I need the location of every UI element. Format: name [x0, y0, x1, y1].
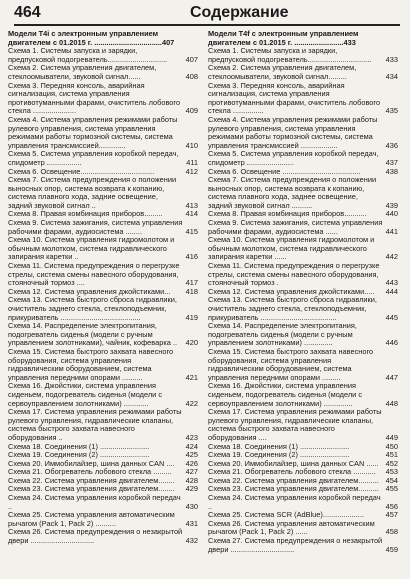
toc-entry-text: Схема 22. Система управления двигателем........	[8, 475, 175, 485]
toc-entry-text: Схема 15. Система быстрого захвата навесного оборудования, система управления гидравлическим оборудованием, система управления передними опорами .........	[208, 346, 374, 382]
toc-entry	[208, 537, 398, 554]
toc-entry	[208, 47, 398, 64]
toc-entry-page: 420	[185, 338, 198, 348]
toc-entry	[8, 348, 198, 382]
toc-entry-text: Схема 20. Иммобилайзер, шина данных CAN ....	[8, 458, 175, 468]
toc-entry-page: 455	[385, 484, 398, 494]
toc-entry	[208, 382, 398, 408]
toc-entry-text: Схема 3. Передняя консоль, аварийная сигнализация, система управления противотуманными фарами, очиститель лобового стекла ...............	[208, 80, 381, 116]
toc-entry-page: 428	[185, 475, 198, 485]
toc-entry	[208, 176, 398, 210]
toc-entry-page: 418	[185, 286, 198, 296]
toc-entry-page: 443	[385, 278, 398, 288]
toc-entry-page: 444	[385, 286, 398, 296]
toc-entry-text: Схема 17. Система управления режимами работы рулевого управления, гидравлические клапаны, система быстрого захвата навесного оборудования ....	[208, 407, 382, 442]
toc-entry-text: Схема 16. Джойстики, система управления сиденьем, подогреватель сиденья (модели с сервоуправлением золотниками) ..............	[208, 381, 363, 408]
toc-entry	[208, 494, 398, 511]
toc-entry-page: 447	[385, 372, 398, 382]
toc-entry	[208, 296, 398, 322]
toc-entry-page: 409	[185, 106, 198, 116]
toc-entry-page: 424	[185, 441, 198, 451]
toc-entry-page: 442	[385, 252, 398, 262]
toc-entry-page: 415	[185, 226, 198, 236]
toc-entry-page: 457	[385, 510, 398, 520]
toc-entry-text: Схема 5. Система управления коробкой передач, спидометр .......................	[208, 149, 379, 167]
page-number: 464	[14, 4, 41, 21]
toc-entry-text: Схема 6. Освещение....................................	[8, 166, 155, 176]
toc-entry-text: Схема 23. Система управления двигателем..........	[208, 484, 379, 494]
toc-entry-page: 446	[385, 338, 398, 348]
toc-entry-page: 407	[185, 54, 198, 64]
toc-entry-text: Схема 5. Система управления коробкой передач, спидометр .................	[8, 149, 179, 167]
toc-entry-page: 454	[385, 475, 398, 485]
toc-entry-text: Схема 13. Система быстрого сброса гидравлики, очиститель заднего стекла, стеклоподъемник, прикуриватель .....................................	[208, 295, 377, 322]
toc-entry-page: 437	[385, 157, 398, 167]
toc-entry-page: 429	[185, 484, 198, 494]
toc-entry	[208, 64, 398, 81]
toc-entry	[8, 511, 198, 528]
toc-model-title: Модели T4f с электронным управлением двигателем с 01.2015 г. ........................433	[208, 29, 359, 47]
toc-entry-page: 439	[385, 200, 398, 210]
toc-entry-page: 445	[385, 312, 398, 322]
toc-entry-text: Схема 1. Системы запуска и зарядки, предпусковой подогреватель...............................	[208, 46, 372, 64]
toc-entry-page: 458	[385, 527, 398, 537]
toc-entry-text: Схема 2. Система управления двигателем, стеклоомыватели, звуковой сигнал.........	[208, 63, 357, 81]
toc-entry	[8, 408, 198, 442]
toc-entry-text: Схема 9. Система зажигания, система управления рабочими фарами, аудиосистема ......	[208, 218, 383, 236]
toc-entry	[8, 82, 198, 116]
page-header	[14, 4, 400, 26]
toc-entry-text: Схема 10. Система управления гидромолотом и обычным молотком, система гидравлического запирания каретки ..	[8, 235, 175, 262]
toc-entry-page: 423	[185, 432, 198, 442]
toc-entry	[8, 382, 198, 408]
toc-entry-text: Схема 7. Система предупреждения о положении выносных опор, система возврата к копанию, система плавного хода, заднее освещение, задний звуковой сигнал ..........	[208, 175, 377, 210]
toc-entry-text: Схема 4. Система управления режимами работы рулевого управления, система управления режимами работы тормозной системы, система управления трансмиссией ..................	[208, 114, 378, 150]
toc-entry	[8, 494, 198, 511]
toc-entry-text: Схема 11. Система предупреждения о перегрузке стрелы, система смены навесного оборудования, стояночный тормоз .	[208, 261, 380, 288]
toc-entry-text: Схема 24. Система управления коробкой передач ..	[208, 493, 381, 511]
toc-entry-text: Схема 27. Система предупреждения о незакрытой двери ...............................	[208, 536, 383, 554]
toc-entry-page: 436	[385, 140, 398, 150]
toc-entry-page: 431	[185, 518, 198, 528]
toc-entry-page: 413	[185, 200, 198, 210]
toc-column-left	[8, 30, 198, 546]
toc-entry	[208, 236, 398, 262]
toc-entry-text: Схема 12. Система управления джойстиками...	[8, 286, 171, 296]
toc-entry	[8, 150, 198, 167]
toc-entry-text: Схема 10. Система управления гидромолотом и обычным молотком, система гидравлического запирания каретки ......	[208, 235, 375, 262]
toc-entry-text: Схема 26. Система управления автоматическим рычагом (Pack 1, Pack 2) ......	[208, 518, 375, 537]
toc-entry	[8, 296, 198, 322]
toc-entry	[8, 262, 198, 288]
toc-entry-text: Схема 4. Система управления режимами работы рулевого управления, система управления режимами работы тормозной системы, система управления трансмиссией.............	[8, 114, 178, 150]
toc-entry-text: Схема 3. Передняя консоль, аварийная сигнализация, система управления противотуманными фарами, очиститель лобового стекла .....................	[8, 80, 181, 116]
toc-entry	[208, 262, 398, 288]
toc-entry-page: 412	[185, 166, 198, 176]
toc-entry-text: Схема 20. Иммобилайзер, шина данных CAN ......	[208, 458, 379, 468]
toc-entry-page: 410	[185, 140, 198, 150]
toc-model-heading	[8, 30, 198, 47]
toc-entry-text: Схема 24. Система управления коробкой передач ..	[8, 493, 181, 511]
toc-entry	[208, 408, 398, 442]
toc-entry-text: Схема 17. Система управления режимами работы рулевого управления, гидравлические клапаны, система быстрого захвата навесного оборудования ..	[8, 407, 182, 442]
toc-entry-text: Схема 19. Соединения (2) ........................	[208, 450, 350, 460]
toc-entry-page: 427	[185, 467, 198, 477]
toc-entry-text: Схема 13. Система быстрого сброса гидравлики, очиститель заднего стекла, стеклоподъемник, прикуриватель .......................................	[8, 295, 177, 322]
toc-entry	[8, 176, 198, 210]
toc-entry-text: Схема 19. Соединения (2) ........................	[8, 450, 150, 460]
toc-column-right	[208, 30, 398, 554]
toc-entry-page: 441	[385, 226, 398, 236]
toc-list	[208, 47, 398, 554]
toc-entry-text: Схема 12. Система управления джойстиками.....	[208, 286, 375, 296]
toc-entry-text: Схема 23. Система управления двигателем........	[8, 484, 175, 494]
toc-entry-page: 450	[385, 441, 398, 451]
toc-entry-page: 419	[185, 312, 198, 322]
toc-entry	[208, 116, 398, 150]
toc-entry-page: 438	[385, 166, 398, 176]
toc-entry-text: Схема 9. Система зажигания, система управления рабочими фарами, аудиосистема ........	[8, 218, 183, 236]
toc-entry	[8, 322, 198, 348]
toc-entry-text: Схема 15. Система быстрого захвата навесного оборудования, система управления гидравлическим оборудованием, система управления передними опорами ..........	[8, 346, 174, 382]
toc-entry-page: 433	[385, 54, 398, 64]
toc-entry	[8, 47, 198, 64]
toc-entry-page: 422	[185, 398, 198, 408]
toc-entry-page: 414	[185, 209, 198, 219]
toc-entry-page: 449	[385, 432, 398, 442]
toc-list	[8, 47, 198, 545]
toc-entry	[208, 322, 398, 348]
toc-entry	[208, 348, 398, 382]
toc-entry	[8, 64, 198, 81]
toc-entry-page: 434	[385, 71, 398, 81]
toc-entry-text: Схема 25. Система управления автоматическим рычагом (Pack 1, Pack 2) ..........	[8, 510, 175, 528]
toc-entry-text: Схема 14. Распределение электропитания, подогреватель сиденья (модели с ручным управлением золотниками) ..............	[208, 321, 357, 348]
toc-entry	[8, 116, 198, 150]
toc-entry-text: Схема 26. Система предупреждения о незакрытой двери ...............................	[8, 527, 183, 546]
toc-entry	[208, 82, 398, 116]
toc-entry-page: 425	[185, 450, 198, 460]
toc-entry	[208, 150, 398, 167]
toc-entry-page: 430	[185, 501, 198, 511]
toc-entry	[208, 219, 398, 236]
toc-entry-page: 408	[185, 71, 198, 81]
toc-entry-text: Схема 7. Система предупреждения о положении выносных опор, система возврата к копанию, система плавного хода, задние освещение, задний звуковой сигнал ..	[8, 175, 177, 210]
section-title: Содержание	[190, 4, 289, 21]
toc-entry-page: 411	[186, 157, 198, 167]
toc-entry-text: Схема 6. Освещение ......................................	[208, 166, 361, 176]
toc-entry-page: 452	[385, 458, 398, 468]
toc-entry	[208, 520, 398, 537]
toc-entry-text: Схема 8. Правая комбинация приборов.........	[8, 209, 163, 219]
toc-entry-page: 451	[385, 450, 398, 460]
toc-entry-text: Схема 16. Джойстики, система управления сиденьем, подогреватель сиденья (модели с сервоуправлением золотниками) ............	[8, 381, 163, 408]
toc-entry-text: Схема 22. Система управления двигателем..........	[208, 475, 379, 485]
toc-entry-text: Схема 18. Соединения (1) ........................	[208, 441, 350, 451]
toc-entry-page: 421	[185, 372, 198, 382]
toc-entry-text: Схема 1. Системы запуска и зарядки, предпусковой подогреватель.............................	[8, 46, 168, 64]
toc-entry	[8, 236, 198, 262]
toc-entry-text: Схема 21. Обогреватель лобового стекла ...........	[208, 467, 376, 477]
toc-entry-page: 448	[385, 398, 398, 408]
toc-entry-text: Схема 2. Система управления двигателем, стеклоомыватели, звуковой сигнал......	[8, 63, 157, 81]
toc-entry-page: 453	[385, 467, 398, 477]
toc-entry-text: Схема 18. Соединения (1) ........................	[8, 441, 150, 451]
toc-entry-page: 435	[385, 106, 398, 116]
toc-entry-text: Схема 21. Обогреватель лобового стекла .........	[8, 467, 172, 477]
toc-entry-text: Схема 25. Система SCR (AdBlue)....................	[208, 510, 364, 520]
toc-entry	[8, 528, 198, 545]
toc-entry-page: 432	[185, 536, 198, 546]
toc-entry-page: 417	[185, 278, 198, 288]
toc-model-title: Модели T4i с электронным управлением двигателем с 01.2015 г. .................................407	[8, 29, 175, 47]
toc-entry-page: 459	[385, 544, 398, 554]
toc-entry	[8, 219, 198, 236]
toc-model-heading	[208, 30, 398, 47]
toc-entry-page: 440	[385, 209, 398, 219]
toc-entry-page: 426	[185, 458, 198, 468]
toc-entry-text: Схема 11. Система предупреждения о перегрузке стрелы, система смены навесного оборудования, стояночный тормоз ....	[8, 261, 180, 288]
toc-entry-text: Схема 8. Правая комбинация приборов...........	[208, 209, 367, 219]
toc-entry-page: 456	[385, 501, 398, 511]
toc-entry-page: 416	[185, 252, 198, 262]
toc-entry-text: Схема 14. Распределение электропитания, подогреватель сиденья (модели с ручным управлением золотниками), чайник, кофеварка ..	[8, 321, 178, 348]
